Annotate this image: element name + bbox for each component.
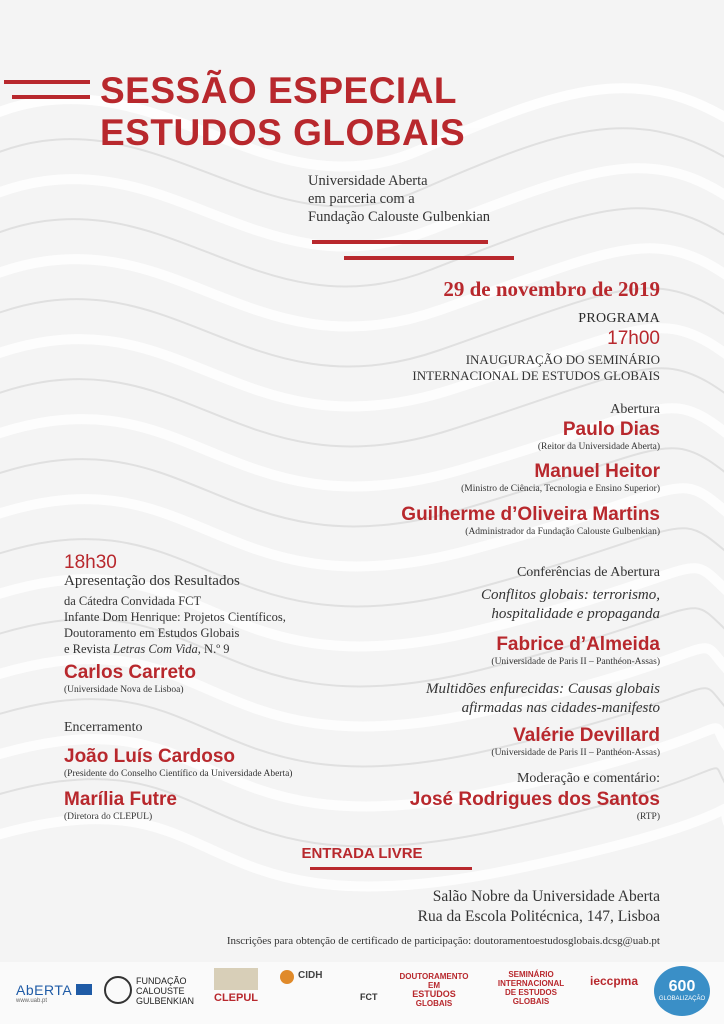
partner-line-3: Fundação Calouste Gulbenkian	[308, 209, 491, 225]
divider-bar-1	[312, 240, 488, 244]
talk1-line-1: Conflitos globais: terrorismo,	[480, 587, 660, 603]
seminario-line-2: INTERNACIONAL	[497, 979, 565, 988]
speaker-name: João Luís Cardoso	[64, 746, 236, 767]
speaker-affiliation: (Reitor da Universidade Aberta)	[537, 442, 660, 452]
talk2-line-2: afirmadas nas cidades-manifesto	[461, 700, 660, 716]
partner-line-1: Universidade Aberta	[308, 173, 428, 189]
divider-bar-2	[344, 256, 514, 260]
abertura-label: Abertura	[610, 402, 660, 417]
logo-ieccpma: ieccpma	[590, 974, 639, 988]
seminario-line-4: GLOBAIS	[512, 997, 550, 1006]
speaker-affiliation: (Presidente do Conselho Científico da Universidade Aberta)	[64, 769, 293, 779]
speaker-marilia-futre	[64, 789, 177, 823]
cidh-globe-icon	[280, 970, 294, 984]
fcg-line-1: FUNDAÇÃO	[136, 976, 187, 986]
speaker-paulo-dias	[538, 419, 660, 453]
session2-description	[64, 593, 286, 657]
speaker-affiliation: (RTP)	[636, 812, 660, 822]
logo-cidh: CIDH	[298, 970, 323, 981]
session1-line-2: INTERNACIONAL DE ESTUDOS GLOBAIS	[412, 368, 660, 383]
speaker-manuel-heitor	[461, 461, 660, 495]
speaker-valerie-devillard	[491, 725, 660, 759]
registration-info: Inscrições para obtenção de certificado de participação: doutoramentoestudosglobais.dcsg@uab.pt	[226, 935, 660, 947]
fcg-line-3: GULBENKIAN	[136, 996, 195, 1006]
speaker-fabrice-almeida	[491, 634, 660, 668]
speaker-affiliation: (Ministro de Ciência, Tecnologia e Ensino Superior)	[461, 484, 660, 494]
speaker-affiliation: (Universidade de Paris II – Panthéon-Assas)	[491, 748, 660, 758]
seminario-line-3: DE ESTUDOS	[504, 988, 557, 997]
title-bar-top	[4, 80, 90, 84]
doutoramento-line-1: DOUTORAMENTO	[399, 972, 469, 981]
page-title	[100, 70, 465, 154]
session2-line-1: da Cátedra Convidada FCT	[64, 594, 202, 608]
talk1-title	[481, 586, 660, 624]
moderacao-label: Moderação e comentário:	[516, 771, 660, 786]
programa-label: PROGRAMA	[578, 311, 660, 326]
venue-line-2: Rua da Escola Politécnica, 147, Lisboa	[417, 908, 660, 925]
logo-aberta	[16, 982, 72, 1004]
session2-title: Apresentação dos Resultados	[64, 573, 240, 589]
fcg-circle-icon	[104, 976, 132, 1004]
session2-time: 18h30	[64, 552, 117, 573]
entrada-livre: ENTRADA LIVRE	[301, 845, 423, 862]
logo-fct: FCT	[360, 992, 378, 1002]
speaker-name: Carlos Carreto	[64, 662, 196, 683]
logo-seminario	[490, 970, 572, 1006]
speaker-jose-rodrigues-santos	[410, 789, 660, 823]
session1-title	[412, 352, 660, 384]
session2-line-2: Infante Dom Henrique: Projetos Científicos,	[64, 610, 286, 624]
speaker-name: Guilherme d’Oliveira Martins	[401, 504, 660, 525]
speaker-name: José Rodrigues dos Santos	[409, 789, 660, 810]
logo-globalizacao	[654, 966, 710, 1016]
speaker-name: Paulo Dias	[562, 419, 660, 440]
title-line-2: ESTUDOS GLOBAIS	[100, 112, 466, 153]
globalizacao-label: GLOBALIZAÇÃO	[658, 996, 706, 1002]
session2-line-3: Doutoramento em Estudos Globais	[64, 626, 240, 640]
eu-flag-icon	[76, 984, 92, 995]
event-date: 29 de novembro de 2019	[443, 277, 660, 301]
speaker-affiliation: (Universidade de Paris II – Panthéon-Assas)	[491, 657, 660, 667]
logo-fcg	[136, 976, 194, 1006]
logo-doutoramento	[394, 972, 474, 1008]
venue-block	[418, 887, 660, 927]
session1-line-1: INAUGURAÇÃO DO SEMINÁRIO	[465, 352, 660, 367]
clepul-emblem-icon	[214, 968, 258, 990]
speaker-affiliation: (Administrador da Fundação Calouste Gulbenkian)	[465, 527, 660, 537]
session1-time: 17h00	[607, 328, 660, 349]
speaker-affiliation: (Universidade Nova de Lisboa)	[64, 685, 184, 695]
entrada-bar	[310, 867, 472, 870]
globalizacao-number: 600	[668, 978, 696, 995]
session2-line-4: e Revista Letras Com Vida, N.º 9	[64, 642, 230, 656]
logo-clepul: CLEPUL	[214, 992, 258, 1004]
encerramento-label: Encerramento	[64, 720, 143, 735]
venue-line-1: Salão Nobre da Universidade Aberta	[432, 888, 660, 905]
logos-strip	[0, 962, 724, 1024]
speaker-name: Valérie Devillard	[513, 725, 660, 746]
talk1-line-2: hospitalidade e propaganda	[491, 606, 660, 622]
title-bar-bottom	[12, 95, 90, 99]
speaker-joao-cardoso	[64, 746, 292, 780]
speaker-guilherme-martins	[401, 504, 660, 538]
speaker-affiliation: (Diretora do CLEPUL)	[64, 812, 153, 822]
partner-block	[308, 172, 490, 226]
aberta-url: www.uab.pt	[16, 998, 48, 1004]
doutoramento-line-2: EM	[428, 981, 440, 990]
conferencias-label: Conferências de Abertura	[516, 565, 660, 580]
speaker-name: Manuel Heitor	[534, 461, 660, 482]
doutoramento-line-4: GLOBAIS	[415, 999, 453, 1008]
talk2-line-1: Multidões enfurecidas: Causas globais	[425, 681, 660, 697]
speaker-name: Marília Futre	[64, 789, 177, 810]
fcg-line-2: CALOUSTE	[136, 986, 185, 996]
speaker-name: Fabrice d’Almeida	[496, 634, 660, 655]
talk2-title	[426, 680, 660, 718]
title-line-1: SESSÃO ESPECIAL	[100, 70, 458, 111]
partner-line-2: em parceria com a	[308, 191, 415, 207]
doutoramento-line-3: ESTUDOS	[412, 989, 456, 999]
speaker-carlos-carreto	[64, 662, 196, 696]
aberta-logo-text: AbERTA	[16, 982, 73, 998]
seminario-line-1: SEMINÁRIO	[508, 970, 554, 979]
